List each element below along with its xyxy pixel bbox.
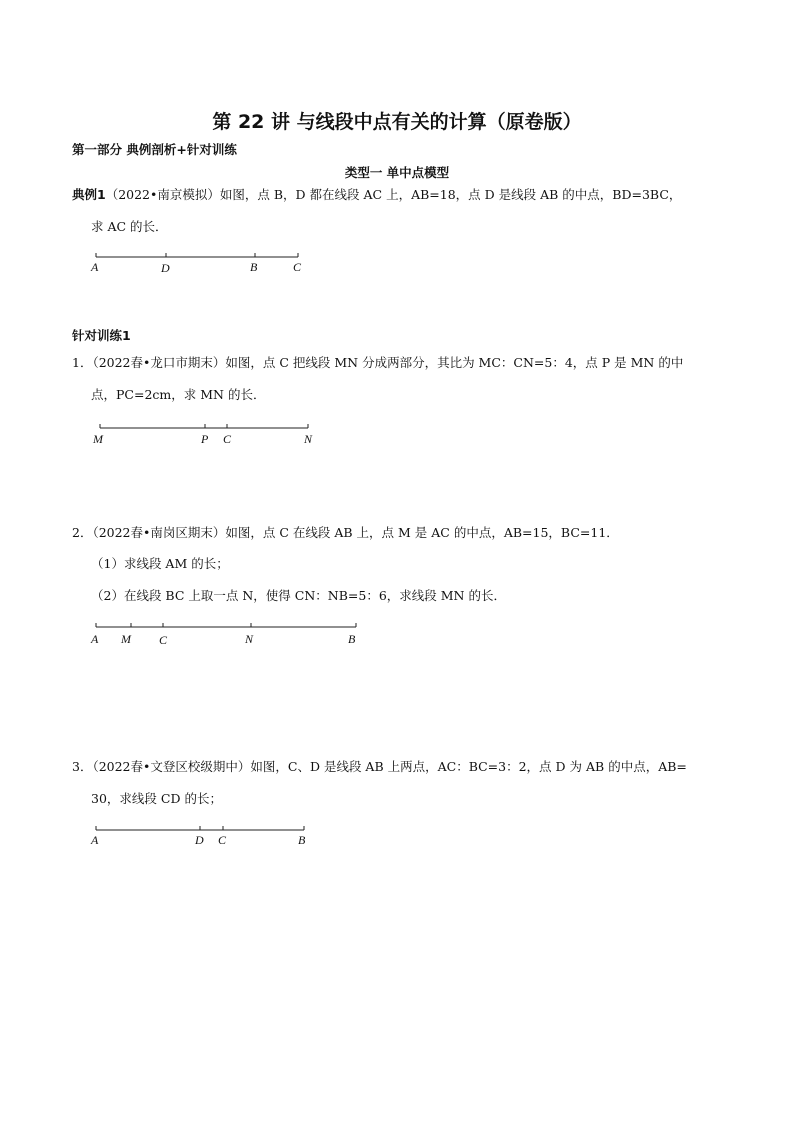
question-3-line-1: 3．（2022春•文登区校级期中）如图，C、D 是线段 AB 上两点，AC：BC=3：2，点 D 为 AB 的中点，AB=: [72, 759, 687, 774]
point-label-n: N: [304, 432, 313, 446]
point-label-n: N: [245, 632, 254, 646]
practice-heading: 针对训练1: [72, 328, 131, 343]
question-2-sub-2: （2）在线段 BC 上取一点 N，使得 CN：NB=5：6，求线段 MN 的长．: [91, 588, 506, 603]
point-label-c: C: [293, 260, 302, 274]
point-label-b: B: [250, 260, 258, 274]
point-label-p: P: [201, 432, 209, 446]
question-1-line-2: 点，PC=2cm，求 MN 的长．: [91, 387, 266, 402]
example-1-line-2: 求 AC 的长．: [91, 219, 168, 234]
point-label-m: M: [121, 632, 131, 646]
point-label-a: A: [91, 632, 99, 646]
example-1-figure: [88, 250, 318, 280]
part-heading: 第一部分 典例剖析+针对训练: [72, 142, 237, 157]
type-heading: 类型一 单中点模型: [344, 165, 450, 180]
point-label-a: A: [91, 260, 99, 274]
example-label: 典例1: [72, 187, 106, 202]
question-3-figure: [88, 823, 318, 853]
point-label-m: M: [93, 432, 103, 446]
point-label-a: A: [91, 833, 99, 847]
point-label-c: C: [218, 833, 227, 847]
question-2-line-1: 2．（2022春•南岗区期末）如图，点 C 在线段 AB 上，点 M 是 AC 的中点，AB=15，BC=11．: [72, 525, 619, 540]
question-2-figure: [88, 620, 368, 650]
page-title: 第 22 讲 与线段中点有关的计算（原卷版）: [212, 111, 582, 133]
point-label-c: C: [223, 432, 232, 446]
question-1-figure: [92, 421, 322, 451]
question-3-line-2: 30，求线段 CD 的长；: [91, 791, 222, 806]
question-1-line-1: 1．（2022春•龙口市期末）如图，点 C 把线段 MN 分成两部分，其比为 MC：CN=5：4，点 P 是 MN 的中: [72, 355, 684, 370]
question-2-sub-1: （1）求线段 AM 的长；: [91, 556, 229, 571]
point-label-b: B: [298, 833, 306, 847]
point-label-b: B: [348, 632, 356, 646]
point-label-d: D: [195, 833, 204, 847]
example-1-line-1: [72, 189, 681, 202]
point-label-c: C: [159, 633, 168, 647]
example-text: （2022•南京模拟）如图，点 B，D 都在线段 AC 上，AB=18，点 D 是线段 AB 的中点，BD=3BC，: [105, 187, 682, 202]
point-label-d: D: [161, 261, 170, 275]
